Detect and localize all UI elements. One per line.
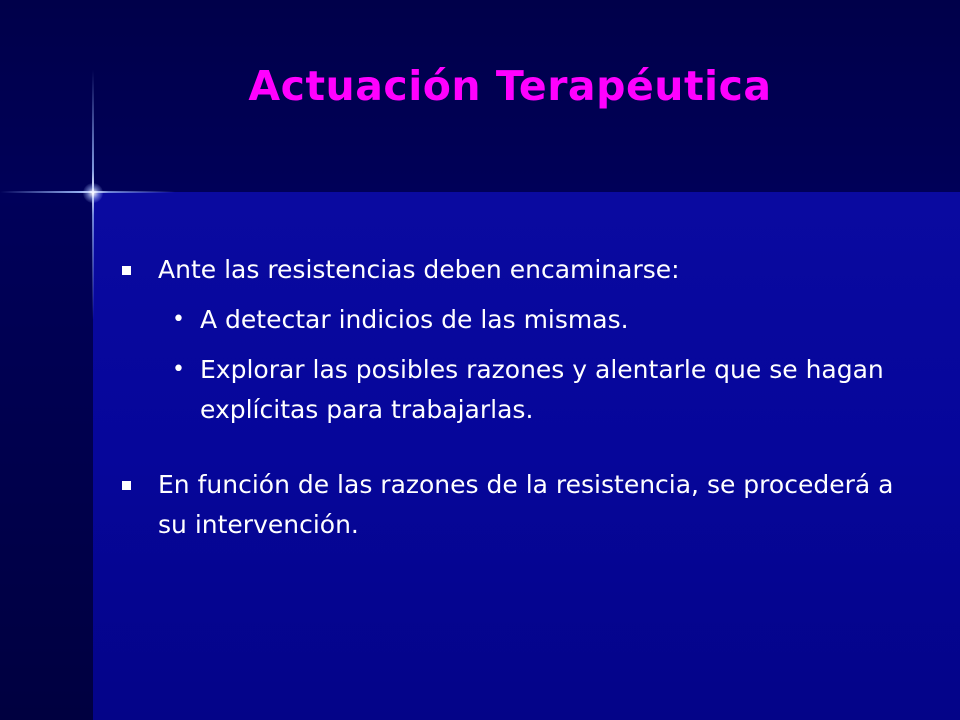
spacer (122, 430, 922, 465)
sub-bullet-text: Explorar las posibles razones y alentarle que se hagan explícitas para trabajarlas. (200, 355, 884, 424)
square-bullet-icon (122, 266, 131, 275)
round-bullet-icon: • (172, 307, 185, 332)
sparkle-icon (83, 183, 103, 203)
square-bullet-icon (122, 481, 131, 490)
slide-title: Actuación Terapéutica (248, 62, 772, 110)
bullet-item (122, 250, 922, 290)
bullet-text: Ante las resistencias deben encaminarse: (158, 255, 680, 284)
sub-bullet-text: A detectar indicios de las mismas. (200, 305, 629, 334)
bullet-text: En función de las razones de la resistencia, se procederá a su intervención. (158, 470, 894, 539)
bullet-item (122, 465, 922, 545)
sub-bullet-item (172, 300, 922, 340)
left-band (0, 192, 93, 720)
round-bullet-icon: • (172, 357, 185, 382)
bullet-list (122, 250, 922, 545)
sub-bullet-item (172, 350, 922, 430)
